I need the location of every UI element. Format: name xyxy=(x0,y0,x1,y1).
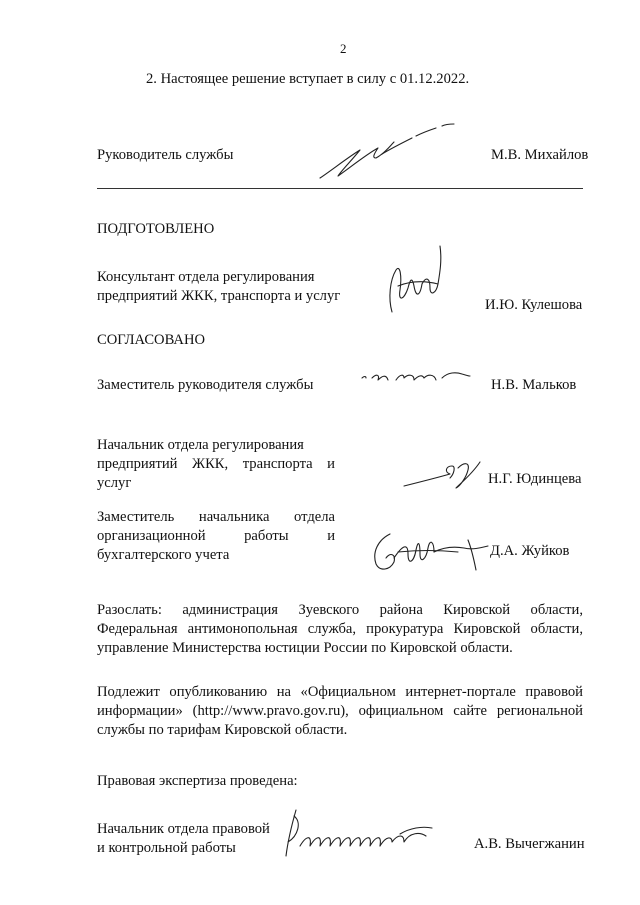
word: администрация xyxy=(182,602,279,618)
word: Заместитель xyxy=(97,509,175,525)
prepared-name: И.Ю. Кулешова xyxy=(485,297,583,313)
word: района xyxy=(379,602,423,618)
word: и xyxy=(327,528,335,544)
signature-vychegzhanin-icon xyxy=(280,806,442,862)
word: антимонопольная xyxy=(187,621,298,637)
word: «Официальном xyxy=(300,684,396,700)
word: Разослать: xyxy=(97,602,162,618)
word: Зуевского xyxy=(298,602,360,618)
word: и xyxy=(327,456,335,472)
legal-review-text: Правовая экспертиза проведена: xyxy=(97,773,298,789)
word: организационной xyxy=(97,528,206,544)
prepared-position-line-2: предприятий ЖКК, транспорта и услуг xyxy=(97,288,341,304)
word: Подлежит xyxy=(97,684,160,700)
signature-malkov-icon xyxy=(358,366,472,388)
word: начальника xyxy=(198,509,270,525)
signature-zhuykov-icon xyxy=(368,526,490,576)
distribution-line-1 xyxy=(97,601,583,619)
word: официальном xyxy=(358,703,444,719)
signature-kuleshova-icon xyxy=(378,240,458,320)
agreed-3-position-line-1 xyxy=(97,508,335,526)
publication-line-1 xyxy=(97,683,583,701)
agreed-3-position-line-2 xyxy=(97,527,335,545)
publication-line-3: службы по тарифам Кировской области. xyxy=(97,722,348,738)
separator-line xyxy=(97,188,583,189)
word: сайте xyxy=(453,703,488,719)
word: Федеральная xyxy=(97,621,178,637)
prepared-heading: ПОДГОТОВЛЕНО xyxy=(97,221,215,237)
head-name: М.В. Михайлов xyxy=(491,147,589,163)
word: предприятий xyxy=(97,456,178,472)
word: региональной xyxy=(496,703,583,719)
word: прокуратура xyxy=(366,621,444,637)
agreed-2-position-line-3: услуг xyxy=(97,475,132,491)
word: ЖКК, xyxy=(192,456,229,472)
legal-review-name: А.В. Вычегжанин xyxy=(474,836,585,852)
signature-yudintseva-icon xyxy=(400,452,490,492)
publication-line-2 xyxy=(97,702,583,720)
word: информации» xyxy=(97,703,183,719)
word: отдела xyxy=(294,509,335,525)
word: правовой xyxy=(525,684,583,700)
prepared-position-line-1: Консультант отдела регулирования xyxy=(97,269,315,285)
word: транспорта xyxy=(242,456,313,472)
agreed-3-position-line-3: бухгалтерского учета xyxy=(97,547,230,563)
decision-item: 2. Настоящее решение вступает в силу с 01.12.2022. xyxy=(146,71,470,87)
agreed-2-name: Н.Г. Юдинцева xyxy=(488,471,582,487)
agreed-1-name: Н.В. Мальков xyxy=(491,377,577,393)
word: интернет-портале xyxy=(405,684,516,700)
agreed-2-position-line-1: Начальник отдела регулирования xyxy=(97,437,304,453)
head-position: Руководитель службы xyxy=(97,147,234,163)
agreed-2-position-line-2 xyxy=(97,455,335,473)
distribution-line-3: управление Министерства юстиции России по Кировской области. xyxy=(97,640,513,656)
legal-review-position-line-1: Начальник отдела правовой xyxy=(97,821,270,837)
agreed-heading: СОГЛАСОВАНО xyxy=(97,332,206,348)
word: области, xyxy=(530,602,583,618)
word: работы xyxy=(244,528,289,544)
agreed-3-name: Д.А. Жуйков xyxy=(490,543,570,559)
word: области, xyxy=(530,621,583,637)
word: Кировской xyxy=(453,621,521,637)
legal-review-position-line-2: и контрольной работы xyxy=(97,840,236,856)
agreed-1-position: Заместитель руководителя службы xyxy=(97,377,314,393)
word: опубликованию xyxy=(169,684,268,700)
page-number: 2 xyxy=(340,41,347,56)
distribution-line-2 xyxy=(97,620,583,638)
word: служба, xyxy=(307,621,357,637)
word: Кировской xyxy=(443,602,511,618)
word: на xyxy=(276,684,291,700)
word: (http://www.pravo.gov.ru), xyxy=(192,703,349,719)
signature-mikhailov-icon xyxy=(312,118,462,190)
